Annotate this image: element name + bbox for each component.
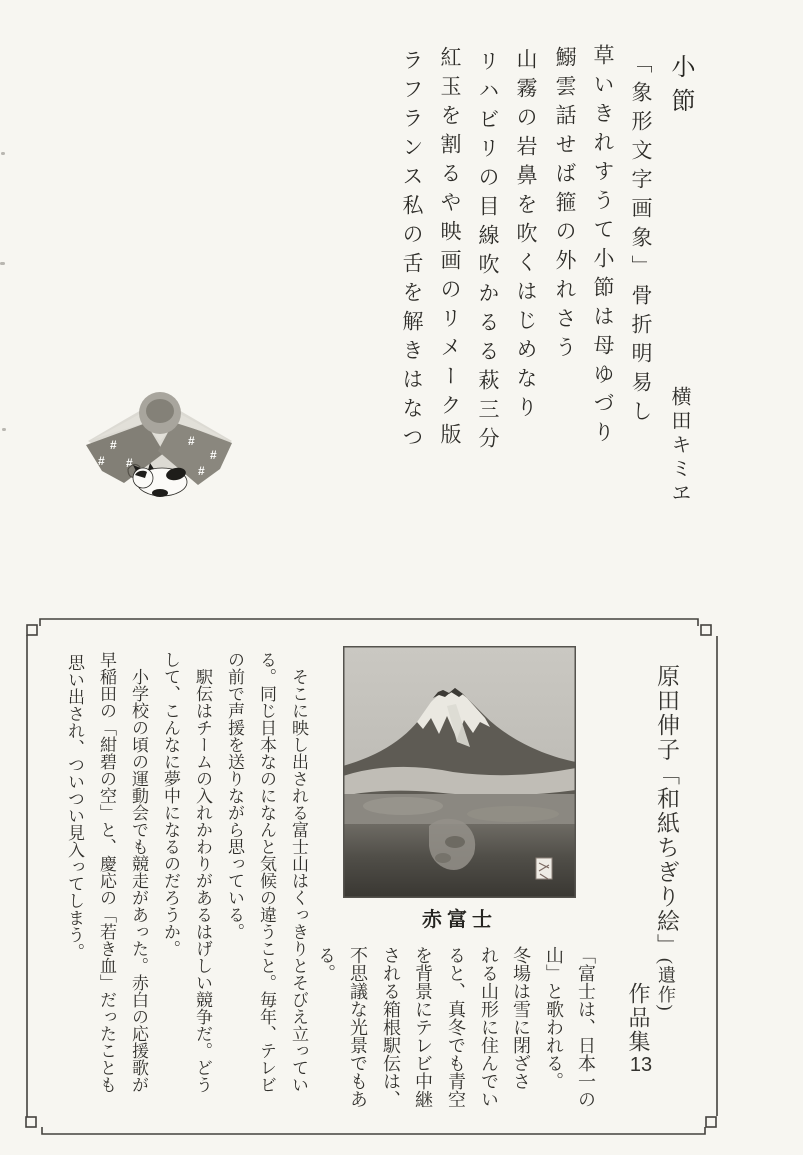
essay-column: 駅伝はチームの入れかわりがあるはげしい競争だ。どう — [193, 668, 212, 1093]
poem-line: 「象形文字画象」骨折明易し — [629, 52, 653, 429]
svg-text:#: # — [110, 438, 117, 452]
essay-column: る。 — [316, 946, 336, 982]
essay-column: 不思議な光景でもあ — [348, 946, 368, 1108]
essay-column: の前で声援を送りながら思っている。 — [225, 651, 244, 940]
artist-seal — [536, 858, 552, 879]
essay-column: 思い出され、ついつい見入ってしまう。 — [65, 654, 84, 960]
essay-title — [655, 664, 678, 1012]
poem-line: ラフランス私の舌を解きはなつ — [400, 49, 424, 455]
essay-column: ると、真冬でも青空 — [446, 946, 466, 1108]
essay-column: れる山形に住んでい — [479, 946, 499, 1108]
essay-column: 冬場は雪に閉ざさ — [511, 946, 531, 1090]
svg-text:#: # — [210, 448, 217, 462]
poem-section-title: 小節 — [667, 54, 693, 122]
essay-column: 山」と歌われる。 — [544, 946, 564, 1090]
essay-column: 早稲田の「紺碧の空」と、慶応の「若き血」だったことも — [97, 651, 116, 1093]
svg-text:#: # — [98, 454, 105, 468]
essay-title-main: 原田伸子「和紙ちぎり絵」 — [654, 664, 679, 958]
scan-speck — [0, 262, 5, 265]
essay-column: 「富士は、日本一の — [576, 946, 596, 1108]
essay-series-label: 作品集 — [626, 982, 651, 1054]
svg-text:#: # — [126, 456, 133, 470]
svg-text:#: # — [188, 434, 195, 448]
poem-author-name: 横田キミヱ — [668, 386, 690, 506]
artwork-caption: 赤富士 — [422, 909, 497, 931]
essay-column: そこに映し出される富士山はくっきりとそびえ立ってい — [289, 668, 308, 1093]
poem-line: 草いきれすうて小節は母ゆづり — [591, 44, 615, 450]
poem-line: 鰯雲話せば箍の外れさう — [553, 46, 577, 365]
essay-series-number: 13 — [629, 1054, 653, 1076]
essay-column: を背景にテレビ中継 — [413, 946, 433, 1108]
svg-text:#: # — [198, 464, 205, 478]
spot-illustration — [80, 383, 238, 501]
poem-line: 山霧の岩鼻を吹くはじめなり — [514, 48, 538, 425]
essay-column: る。同じ日本なのになんと気候の違うこと。毎年、テレビ — [257, 651, 276, 1093]
fuji-artwork-image — [343, 646, 576, 898]
essay-column: 小学校の頃の運動会でも競走があった。赤白の応援歌が — [129, 668, 148, 1093]
calico-cat — [128, 463, 187, 497]
poem-line: 紅玉を割るや映画のリメーク版 — [438, 46, 462, 452]
scan-speck — [2, 428, 6, 431]
essay-title-note: (遺作) — [656, 958, 676, 1012]
poem-line: リハビリの目線吹かるる萩三分 — [476, 50, 500, 456]
essay-column: して、こんなに夢中になるのだろうか。 — [161, 651, 180, 957]
essay-column: される箱根駅伝は、 — [381, 946, 401, 1108]
scan-speck — [1, 152, 5, 155]
